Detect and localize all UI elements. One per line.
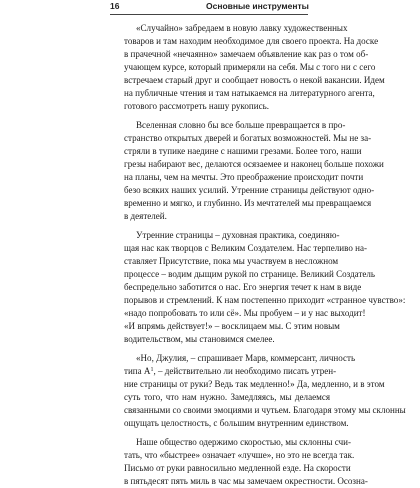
section-title: Основные инструменты xyxy=(206,1,309,11)
text-line: встречаем старый друг и сообщает новость о некой вакансии. Идем xyxy=(124,74,385,85)
text-line: Вселенная словно бы все больше превращается в про- xyxy=(136,120,346,131)
text-line: связанными со своими эмоциями и чутьем. Благодаря этому мы склонны xyxy=(124,404,406,415)
text-line: «И впрямь действует!» – восклицаем мы. С этим новым xyxy=(124,320,340,331)
text-line: ставляет Присутствие, пока мы участвуем в несложном xyxy=(124,255,339,266)
text-line: Утренние страницы – духовная практика, соединяю- xyxy=(136,230,340,241)
text-line: на планы, чем на мечты. Это преображение происходит почти xyxy=(124,171,364,182)
text-line: готового рассмотреть нашу рукопись. xyxy=(124,100,269,111)
header-rule xyxy=(110,14,308,15)
running-header xyxy=(110,1,400,15)
text-line: безо всяких наших усилий. Утренние страницы действуют одно- xyxy=(124,184,375,195)
paragraph xyxy=(124,436,368,488)
page-number: 16 xyxy=(110,1,120,11)
text-line: в деятелей. xyxy=(124,210,167,221)
text-line: стряли в тупике наедине с нашими грезами. Более того, наши xyxy=(124,145,362,156)
text-line: Наше общество одержимо скоростью, мы склонны счи- xyxy=(136,437,351,448)
text-line: товаров и там находим необходимое для своего проекта. На доске xyxy=(124,35,379,46)
paragraph xyxy=(124,352,406,430)
text-line: процессе – водим дыщим рукой по странице. Великий Создатель xyxy=(124,268,376,279)
text-line: «Случайно» забредаем в новую лавку художественных xyxy=(136,23,348,33)
text-line: водительством, мы становимся смелее. xyxy=(124,333,275,344)
text-line: суть того, что нам нужно. Замедляясь, мы делаемся xyxy=(124,391,330,402)
paragraph xyxy=(124,229,406,345)
body-text xyxy=(124,22,406,488)
footnote-marker[interactable]: 1 xyxy=(150,366,154,373)
text-line: Письмо от руки равносильно медленной езде. На скорости xyxy=(124,463,351,473)
text-line: на публичные чтения и там натыкаемся на литературного агента, xyxy=(124,87,375,98)
text-line: типа $A^1$, – действительно ли необходимо писать утрен- xyxy=(124,365,337,376)
text-line: ощущать целостность, с большим внутренним единством. xyxy=(124,417,349,428)
text-line: «Но, Джулия, – спрашивает Марв, коммерсант, личность xyxy=(136,353,356,363)
text-line: тать, что «быстрее» означает «лучше», но это не всегда так. xyxy=(124,450,355,461)
text-line: странство открытых дверей и богатых возможностей. Мы не за- xyxy=(124,133,372,143)
paragraph xyxy=(124,119,384,223)
text-line: беспредельно заботится о нас. Его энергия течет к нам в виде xyxy=(124,281,362,292)
text-line: в прачечной «нечаянно» замечаем объявление как раз о том об- xyxy=(124,48,369,59)
paragraph xyxy=(124,22,385,113)
text-line: учающем курсе, который примеряли на себя. Мы с того ни с сего xyxy=(124,61,376,72)
text-line: порывов и стремлений. К нам постепенно приходит «странное чувство»: xyxy=(124,294,406,305)
text-line: временно и мягко, и глубинно. Из мечтателей мы превращаемся xyxy=(124,197,372,208)
text-line: щая нас как творцов с Великим Создателем. Нас терпеливо на- xyxy=(124,243,367,253)
text-line: ние страницы от руки? Ведь так медленно!» Да, медленно, и в этом xyxy=(124,378,385,389)
text-line: «надо попробовать то или сё». Мы пробуем – и у нас выходит! xyxy=(124,307,366,318)
text-line: в пятьдесят пять миль в час мы замечаем окрестности. Осозна- xyxy=(124,475,368,486)
text-line: грезы набирают вес, делаются осязаемее и наконец больше похожи xyxy=(124,158,384,169)
